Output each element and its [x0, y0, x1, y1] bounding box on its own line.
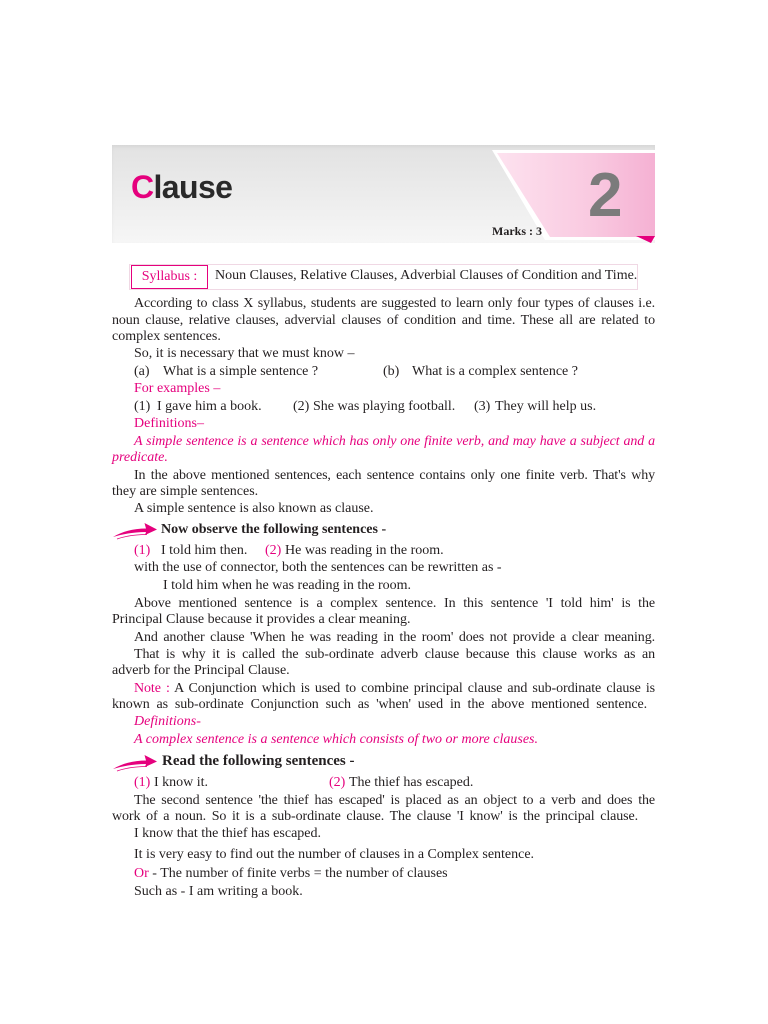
subordinate-intro: And another clause 'When he was reading in the room' does not provide a clear meaning.	[134, 630, 655, 645]
sentence-text: I told him then.	[161, 543, 248, 558]
sentence-marker: (1)	[134, 543, 151, 558]
clause-note: A simple sentence is also known as clause.	[134, 501, 374, 516]
examples-heading: For examples –	[134, 381, 221, 396]
question-marker: (b)	[383, 364, 400, 379]
marks-label: Marks : 3	[492, 224, 542, 238]
simple-definition-line: predicate.	[112, 450, 168, 465]
must-know-text: So, it is necessary that we must know –	[134, 346, 355, 361]
syllabus-label: Syllabus :	[131, 265, 208, 289]
observe-sentence-list	[0, 543, 768, 559]
example-text: I gave him a book.	[157, 399, 262, 414]
sentence-marker: (2)	[329, 775, 346, 790]
complex-definitions-heading: Definitions-	[134, 714, 201, 729]
example-marker: (1)	[134, 399, 151, 414]
pink-arrow-icon	[112, 752, 158, 772]
counting-tip: It is very easy to find out the number of clauses in a Complex sentence.	[134, 847, 535, 862]
complex-example: I know that the thief has escaped.	[134, 826, 321, 841]
chapter-title-initial: C	[131, 169, 154, 205]
chapter-number: 2	[588, 161, 623, 230]
subordinate-explanation-line: That is why it is called the sub-ordinate adverb clause because this clause works as an	[134, 647, 655, 662]
example-marker: (2)	[293, 399, 310, 414]
read-sentence-list	[0, 775, 768, 791]
question-text: What is a simple sentence ?	[163, 364, 319, 379]
rule-text: - The number of finite verbs = the number of clauses	[152, 866, 448, 881]
example-text: They will help us.	[495, 399, 597, 414]
pink-arrow-icon	[112, 520, 158, 540]
definitions-heading: Definitions–	[134, 416, 204, 431]
note-text: A Conjunction which is used to combine principal clause and sub-ordinate clause is	[174, 681, 655, 696]
question-text: What is a complex sentence ?	[412, 364, 578, 379]
sentence-text: He was reading in the room.	[285, 543, 444, 558]
note-line	[134, 681, 655, 697]
connector-note: with the use of connector, both the sentences can be rewritten as -	[134, 560, 502, 575]
simple-explanation-line: In the above mentioned sentences, each sentence contains only one finite verb. That's why	[134, 468, 655, 483]
sentence-text: The thief has escaped.	[349, 775, 474, 790]
example-text: She was playing football.	[313, 399, 456, 414]
question-marker: (a)	[134, 364, 150, 379]
example-marker: (3)	[474, 399, 491, 414]
example-list	[0, 399, 768, 415]
principal-explanation-line: Principal Clause because it provides a clear meaning.	[112, 612, 411, 627]
intro-line: According to class X syllabus, students are suggested to learn only four types of clauses i.e.	[134, 296, 655, 311]
combined-sentence: I told him when he was reading in the room.	[163, 578, 412, 593]
object-explanation-line: The second sentence 'the thief has escaped' is placed as an object to a verb and does the	[134, 793, 655, 808]
note-label: Note :	[134, 681, 170, 696]
chapter-title	[131, 171, 232, 203]
sentence-marker: (1)	[134, 775, 151, 790]
question-list	[0, 364, 768, 380]
intro-line: complex sentences.	[112, 329, 221, 344]
syllabus-topics: Noun Clauses, Relative Clauses, Adverbial Clauses of Condition and Time.	[215, 268, 638, 283]
sentence-marker: (2)	[265, 543, 282, 558]
principal-explanation-line: Above mentioned sentence is a complex sentence. In this sentence 'I told him' is the	[134, 596, 655, 611]
object-explanation-line: work of a noun. So it is a sub-ordinate clause. The clause 'I know' is the principal clause.	[112, 809, 638, 824]
sentence-text: I know it.	[154, 775, 209, 790]
rule-prefix: Or	[134, 866, 149, 881]
rule-line	[134, 866, 448, 882]
complex-definition: A complex sentence is a sentence which consists of two or more clauses.	[134, 732, 538, 747]
chapter-banner	[112, 145, 655, 243]
note-line: known as sub-ordinate Conjunction such as 'when' used in the above mentioned sentence.	[112, 697, 647, 712]
example-sentence: Such as - I am writing a book.	[134, 884, 303, 899]
observe-heading: Now observe the following sentences -	[161, 522, 387, 537]
subordinate-explanation-line: adverb for the Principal Clause.	[112, 663, 290, 678]
intro-line: noun clause, relative clauses, advervial clauses of condition and time. These all are related to	[112, 313, 655, 328]
read-heading: Read the following sentences -	[162, 753, 355, 769]
simple-explanation-line: they are simple sentences.	[112, 484, 259, 499]
chapter-title-rest: lause	[153, 169, 233, 205]
simple-definition-line: A simple sentence is a sentence which has only one finite verb, and may have a subject and a	[134, 434, 655, 449]
